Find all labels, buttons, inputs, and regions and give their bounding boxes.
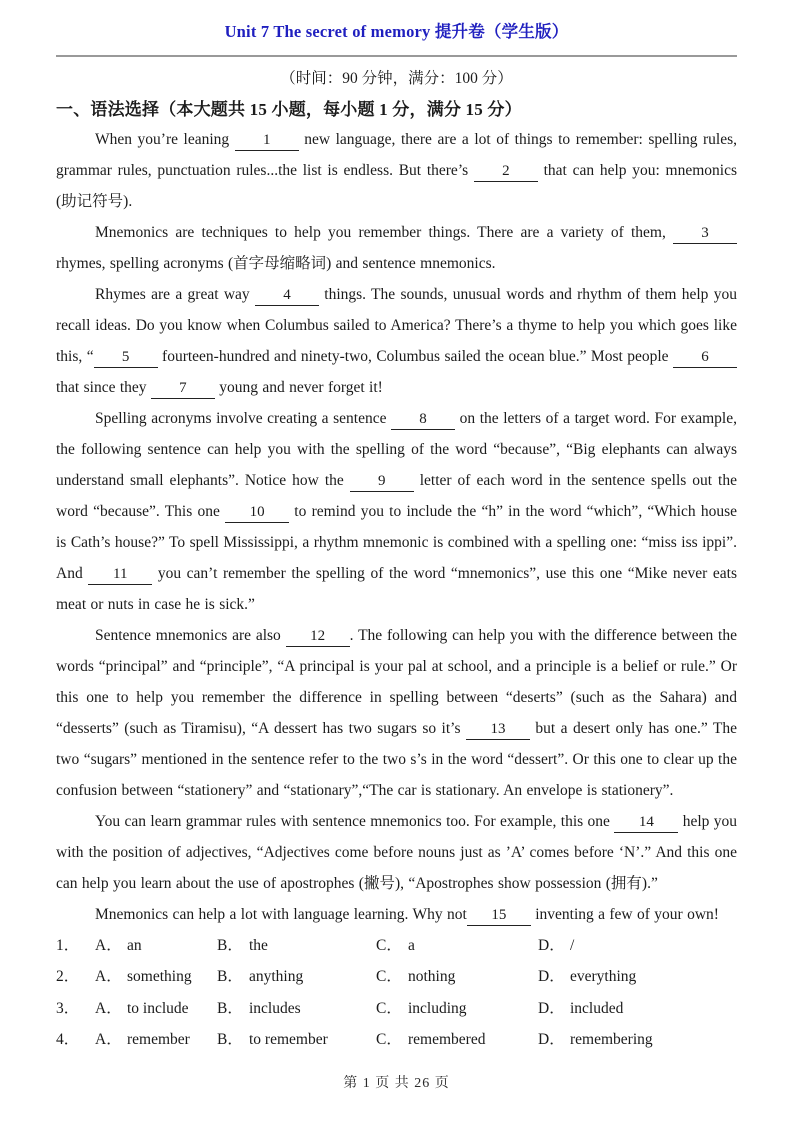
option-1-B bbox=[217, 930, 376, 961]
option-3-A bbox=[56, 993, 217, 1024]
option-text: a bbox=[408, 937, 415, 954]
option-text: remembered bbox=[408, 1031, 486, 1049]
option-text: everything bbox=[570, 968, 637, 986]
option-letter: D． bbox=[538, 999, 565, 1017]
page-number: 第 1 页 共 26 页 bbox=[343, 1076, 450, 1091]
blank-14: 14 bbox=[614, 813, 678, 833]
exam-info-line: （时间：90 分钟，满分：100 分） bbox=[280, 70, 513, 87]
page-header bbox=[56, 20, 737, 122]
option-1-C bbox=[376, 930, 538, 961]
paragraph-3: Rhymes are a great way 4 things. The sounds, unusual words and rhythm of them help you recall ideas. Do you know when Columbus sailed to America? There’s a thyme to help you which goes like this, “ 5 fourteen-hundred and ninety-two, Columbus sailed the ocean blue.” Most people 6 that since they 7 young and never forget it! bbox=[56, 279, 737, 403]
title-divider bbox=[56, 55, 737, 57]
question-row-4 bbox=[56, 1024, 737, 1055]
blank-12: 12 bbox=[286, 627, 350, 647]
option-3-B bbox=[217, 993, 376, 1024]
section-heading: 一、语法选择（本大题共 15 小题，每小题 1 分，满分 15 分） bbox=[56, 100, 522, 119]
blank-8: 8 bbox=[391, 410, 455, 430]
option-text: the bbox=[249, 937, 268, 954]
option-4-C bbox=[376, 1024, 538, 1055]
option-text: remembering bbox=[570, 1031, 653, 1049]
blank-9: 9 bbox=[350, 472, 414, 492]
option-text: to include bbox=[127, 999, 189, 1017]
option-letter: D． bbox=[538, 1031, 565, 1049]
blank-7: 7 bbox=[151, 379, 215, 399]
blank-5: 5 bbox=[94, 348, 158, 368]
option-4-A bbox=[56, 1024, 217, 1055]
option-letter: A． bbox=[95, 999, 122, 1017]
option-letter: B． bbox=[217, 999, 243, 1017]
blank-3: 3 bbox=[673, 224, 737, 244]
question-row-3 bbox=[56, 993, 737, 1024]
option-letter: C． bbox=[376, 968, 402, 986]
option-letter: C． bbox=[376, 999, 402, 1017]
option-letter: B． bbox=[217, 968, 243, 986]
paragraph-5: Sentence mnemonics are also 12 . The following can help you with the difference between the words “principal” and “principle”, “A principal is your pal at school, and a principle is a belief or rule.” Or this one to help you remember the difference in spelling between “deserts” (such as the Sahara) and “desserts” (such as Tiramisu), “A dessert has two sugars so it’s 13 but a desert only has one.” The two “sugars” mentioned in the sentence refer to the two s’s in the word “dessert”. Or this one to clear up the confusion between “stationery” and “stationary”,“The car is stationary. An envelope is stationery”. bbox=[56, 627, 737, 799]
option-4-D bbox=[538, 1024, 737, 1055]
option-letter: C． bbox=[376, 937, 402, 954]
option-text: remember bbox=[127, 1031, 190, 1049]
question-row-1 bbox=[56, 930, 737, 961]
option-text: anything bbox=[249, 968, 304, 986]
option-text: nothing bbox=[408, 968, 456, 986]
blank-11: 11 bbox=[88, 565, 152, 585]
question-number: 3． bbox=[56, 999, 80, 1017]
option-2-A bbox=[56, 961, 217, 992]
document-title: Unit 7 The secret of memory 提升卷（学生版） bbox=[224, 22, 569, 41]
option-letter: A． bbox=[95, 968, 122, 986]
option-text: including bbox=[408, 999, 467, 1017]
option-3-C bbox=[376, 993, 538, 1024]
question-number: 2． bbox=[56, 968, 80, 986]
option-2-C bbox=[376, 961, 538, 992]
option-2-D bbox=[538, 961, 737, 992]
option-text: includes bbox=[249, 999, 301, 1017]
question-options bbox=[56, 930, 737, 1056]
paragraph-6: You can learn grammar rules with sentence mnemonics too. For example, this one 14 help you with the position of adjectives, “Adjectives come before nouns just as ’A’ comes before ‘N’.” And this one can help you learn about the use of apostrophes (撇号), “Apostrophes show possession (拥有).” bbox=[56, 813, 738, 892]
question-row-2 bbox=[56, 961, 737, 992]
option-letter: B． bbox=[217, 937, 243, 954]
option-letter: A． bbox=[95, 1031, 122, 1049]
blank-2: 2 bbox=[474, 162, 538, 182]
option-1-A bbox=[56, 930, 217, 961]
option-2-B bbox=[217, 961, 376, 992]
option-letter: D． bbox=[538, 968, 565, 986]
option-1-D bbox=[538, 930, 737, 961]
option-3-D bbox=[538, 993, 737, 1024]
option-4-B bbox=[217, 1024, 376, 1055]
page-footer bbox=[0, 1072, 793, 1092]
option-text: included bbox=[570, 999, 624, 1017]
paragraph-4: Spelling acronyms involve creating a sentence 8 on the letters of a target word. For example, the following sentence can help you with the spelling of the word “because”, “Big elephants can always understand small elephants”. Notice how the 9 letter of each word in the sentence spells out the word “because”. This one 10 to remind you to include the “h” in the word “which”, “Which house is Cath’s house?” To spell Mississippi, a rhythm mnemonic is combined with a spelling one: “miss iss ippi”. And 11 you can’t remember the spelling of the word “mnemonics”, use this one “Mike never eats meat or nuts in case he is sick.” bbox=[56, 410, 738, 613]
option-text: to remember bbox=[249, 1031, 328, 1049]
blank-4: 4 bbox=[255, 286, 319, 306]
blank-13: 13 bbox=[466, 720, 530, 740]
cloze-passage bbox=[56, 124, 737, 930]
option-letter: D． bbox=[538, 937, 565, 954]
question-number: 1． bbox=[56, 937, 80, 954]
paragraph-2: Mnemonics are techniques to help you remember things. There are a variety of them, 3 rhymes, spelling acronyms (首字母缩略词) and sentence mnemonics. bbox=[56, 217, 737, 279]
option-text: an bbox=[127, 937, 142, 954]
option-letter: B． bbox=[217, 1031, 243, 1049]
option-letter: A． bbox=[95, 937, 122, 954]
blank-1: 1 bbox=[235, 131, 299, 151]
option-letter: C． bbox=[376, 1031, 402, 1049]
paragraph-7: Mnemonics can help a lot with language learning. Why not 15 inventing a few of your own! bbox=[56, 899, 737, 930]
option-text: something bbox=[127, 968, 192, 986]
blank-10: 10 bbox=[225, 503, 289, 523]
option-text: / bbox=[570, 937, 575, 954]
paragraph-1: When you’re leaning 1 new language, there are a lot of things to remember: spelling rules, grammar rules, punctuation rules...the list is endless. But there’s 2 that can help you: mnemonics (助记符号). bbox=[56, 131, 737, 210]
blank-15: 15 bbox=[467, 906, 531, 926]
question-number: 4． bbox=[56, 1031, 80, 1049]
blank-6: 6 bbox=[673, 348, 737, 368]
